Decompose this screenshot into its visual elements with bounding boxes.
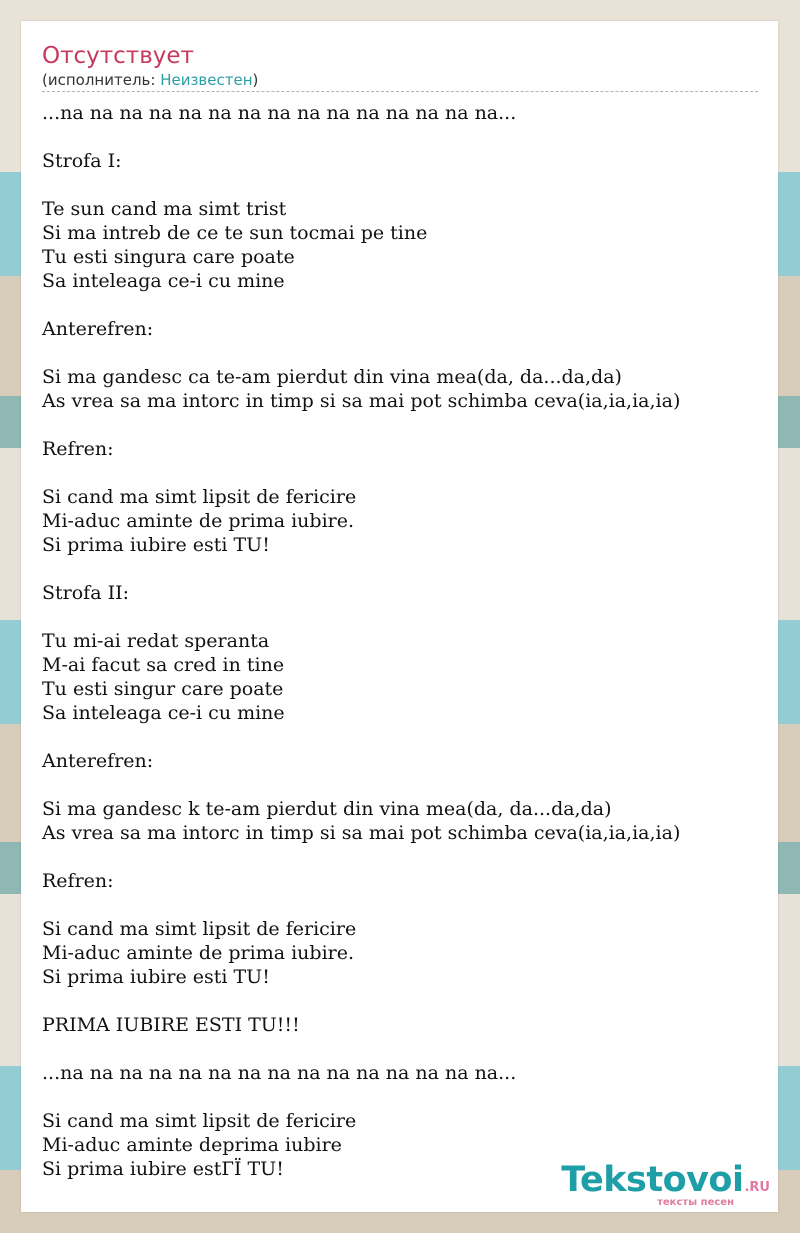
lyrics-line: Mi-aduc aminte deprima iubire: [42, 1134, 342, 1156]
logo-wordmark: [561, 1160, 770, 1200]
lyrics-line: Si cand ma simt lipsit de fericire: [42, 918, 357, 940]
lyrics-line: Tu mi-ai redat speranta: [42, 630, 270, 652]
lyrics-line: Si ma intreb de ce te sun tocmai pe tine: [42, 222, 428, 244]
lyrics-text: [42, 101, 762, 1181]
lyrics-line: Si cand ma simt lipsit de fericire: [42, 486, 357, 508]
lyrics-line: Si cand ma simt lipsit de fericire: [42, 1110, 357, 1132]
lyrics-line: Te sun cand ma simt trist: [42, 198, 287, 220]
lyrics-line: ...na na na na na na na na na na na na na na na...: [42, 1062, 517, 1084]
lyrics-line: Strofa I:: [42, 150, 122, 172]
song-header: [42, 41, 758, 92]
lyrics-line: Si ma gandesc ca te-am pierdut din vina mea(da, da...da,da): [42, 366, 622, 388]
lyrics-line: Refren:: [42, 438, 114, 460]
lyrics-line: Strofa II:: [42, 582, 129, 604]
artist-line: [42, 71, 758, 90]
lyrics-line: Anterefren:: [42, 750, 154, 772]
song-title: Отсутствует: [42, 43, 194, 69]
lyrics-line: Si prima iubire estГЇ TU!: [42, 1158, 284, 1180]
lyrics-card: [21, 21, 778, 1212]
lyrics-line: Sa inteleaga ce-i cu mine: [42, 270, 285, 292]
lyrics-line: Sa inteleaga ce-i cu mine: [42, 702, 285, 724]
lyrics-line: Mi-aduc aminte de prima iubire.: [42, 942, 355, 964]
lyrics-line: Tu esti singura care poate: [42, 246, 295, 268]
lyrics-line: M-ai facut sa cred in tine: [42, 654, 285, 676]
logo-domain: .RU: [744, 1180, 770, 1195]
lyrics-line: Si ma gandesc k te-am pierdut din vina mea(da, da...da,da): [42, 798, 612, 820]
lyrics-line: ...na na na na na na na na na na na na na na na...: [42, 102, 517, 124]
artist-suffix: ): [252, 71, 259, 89]
site-logo[interactable]: [561, 1160, 770, 1208]
lyrics-line: Si prima iubire esti TU!: [42, 534, 270, 556]
lyrics-line: As vrea sa ma intorc in timp si sa mai pot schimba ceva(ia,ia,ia,ia): [42, 822, 681, 844]
logo-tagline: тексты песен: [657, 1197, 734, 1208]
logo-main-text: Tekstovoi: [561, 1160, 744, 1200]
lyrics-line: Mi-aduc aminte de prima iubire.: [42, 510, 355, 532]
lyrics-line: Anterefren:: [42, 318, 154, 340]
lyrics-line: Si prima iubire esti TU!: [42, 966, 270, 988]
artist-prefix: (исполнитель:: [42, 71, 161, 89]
artist-link[interactable]: Неизвестен: [160, 71, 253, 89]
lyrics-line: As vrea sa ma intorc in timp si sa mai pot schimba ceva(ia,ia,ia,ia): [42, 390, 681, 412]
lyrics-line: Tu esti singur care poate: [42, 678, 284, 700]
lyrics-line: Refren:: [42, 870, 114, 892]
lyrics-line: PRIMA IUBIRE ESTI TU!!!: [42, 1014, 300, 1036]
